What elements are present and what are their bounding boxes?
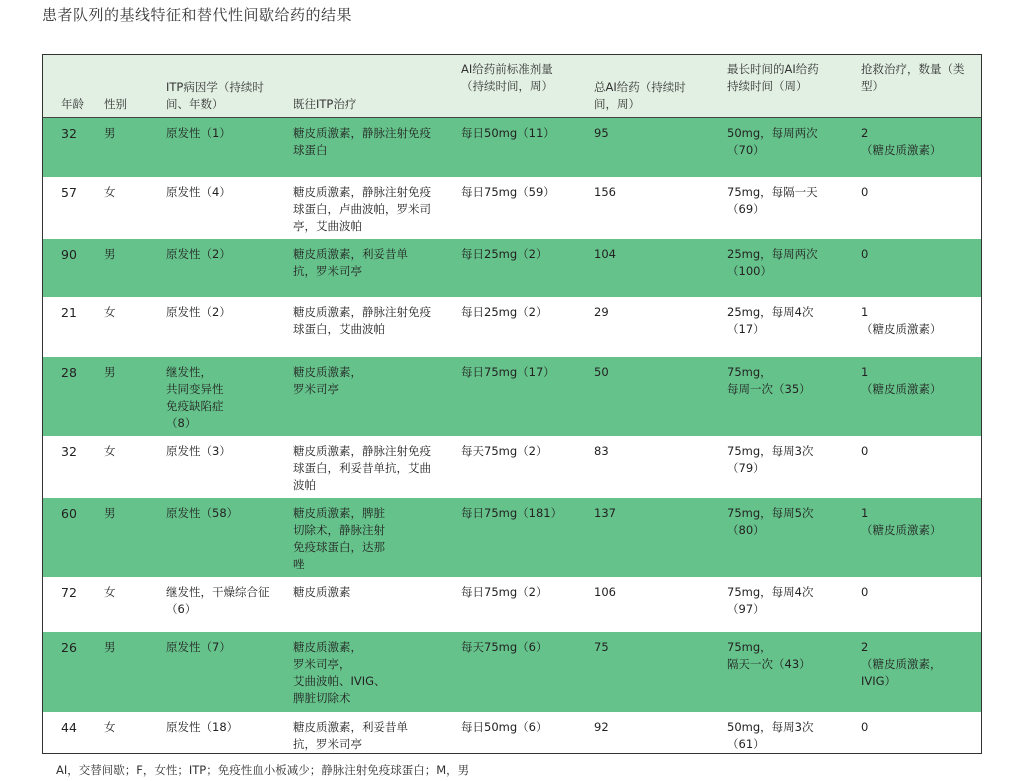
header-age: 年龄	[43, 55, 98, 117]
cell-etiology: 原发性（4）	[160, 177, 287, 239]
cell-sex: 女	[98, 436, 160, 498]
cell-longest-ai: 50mg，每周两次 （70）	[721, 117, 855, 177]
cell-sex: 男	[98, 357, 160, 436]
cell-total-ai: 83	[588, 436, 721, 498]
cell-longest-ai: 75mg，每周4次 （97）	[721, 577, 855, 632]
cell-longest-ai: 50mg，每周3次 （61）	[721, 712, 855, 754]
cell-prior-treatment: 糖皮质激素，利妥昔单 抗，罗米司亭	[287, 239, 455, 297]
cell-prior-treatment: 糖皮质激素，静脉注射免疫 球蛋白，利妥昔单抗，艾曲 波帕	[287, 436, 455, 498]
cell-sex: 女	[98, 297, 160, 357]
cell-age: 72	[43, 577, 98, 632]
cell-rescue: 1 （糖皮质激素）	[855, 297, 982, 357]
table-header-row	[43, 55, 982, 117]
table-row	[43, 436, 982, 498]
cell-prior-treatment: 糖皮质激素，脾脏 切除术，静脉注射 免疫球蛋白，达那 唑	[287, 498, 455, 577]
cell-age: 21	[43, 297, 98, 357]
table-row	[43, 498, 982, 577]
table-row	[43, 712, 982, 754]
cell-longest-ai: 75mg， 隔天一次（43）	[721, 632, 855, 712]
cell-rescue: 0	[855, 436, 982, 498]
cell-longest-ai: 25mg，每周4次 （17）	[721, 297, 855, 357]
cell-etiology: 原发性（18）	[160, 712, 287, 754]
header-sex: 性别	[98, 55, 160, 117]
cell-sex: 女	[98, 712, 160, 754]
cell-prior-treatment: 糖皮质激素，静脉注射免疫 球蛋白，卢曲波帕，罗米司 亭，艾曲波帕	[287, 177, 455, 239]
table-row	[43, 177, 982, 239]
cell-standard-dose: 每日75mg（59）	[455, 177, 588, 239]
cell-standard-dose: 每天75mg（2）	[455, 436, 588, 498]
cell-age: 32	[43, 436, 98, 498]
cell-age: 57	[43, 177, 98, 239]
cell-etiology: 继发性， 共同变异性 免疫缺陷症 （8）	[160, 357, 287, 436]
table-row	[43, 632, 982, 712]
cell-longest-ai: 25mg，每周两次 （100）	[721, 239, 855, 297]
header-longest-ai: 最长时间的AI给药 持续时间（周）	[721, 55, 855, 117]
footnote: AI，交替间歇；F，女性；ITP；免疫性血小板减少；静脉注射免疫球蛋白；M，男	[56, 763, 470, 777]
cell-standard-dose: 每日25mg（2）	[455, 239, 588, 297]
cell-prior-treatment: 糖皮质激素，静脉注射免疫 球蛋白，艾曲波帕	[287, 297, 455, 357]
cell-prior-treatment: 糖皮质激素， 罗米司亭， 艾曲波帕、IVIG、 脾脏切除术	[287, 632, 455, 712]
cell-standard-dose: 每日75mg（181）	[455, 498, 588, 577]
cell-etiology: 原发性（2）	[160, 239, 287, 297]
table-row	[43, 357, 982, 436]
cell-longest-ai: 75mg，每周5次 （80）	[721, 498, 855, 577]
table-body	[43, 117, 982, 754]
header-prior-treatment: 既往ITP治疗	[287, 55, 455, 117]
cell-standard-dose: 每天75mg（6）	[455, 632, 588, 712]
cell-rescue: 1 （糖皮质激素）	[855, 357, 982, 436]
cell-etiology: 原发性（7）	[160, 632, 287, 712]
cell-rescue: 1 （糖皮质激素）	[855, 498, 982, 577]
document-title: 患者队列的基线特征和替代性间歇给药的结果	[42, 6, 353, 24]
cell-total-ai: 156	[588, 177, 721, 239]
header-rescue: 抢救治疗，数量（类 型）	[855, 55, 982, 117]
header-etiology: ITP病因学（持续时 间、年数）	[160, 55, 287, 117]
cell-standard-dose: 每日50mg（11）	[455, 117, 588, 177]
cell-sex: 女	[98, 577, 160, 632]
cell-age: 60	[43, 498, 98, 577]
cell-etiology: 继发性，干燥综合征 （6）	[160, 577, 287, 632]
cell-rescue: 2 （糖皮质激素）	[855, 117, 982, 177]
cell-standard-dose: 每日25mg（2）	[455, 297, 588, 357]
cell-total-ai: 50	[588, 357, 721, 436]
cell-prior-treatment: 糖皮质激素， 罗米司亭	[287, 357, 455, 436]
cell-standard-dose: 每日50mg（6）	[455, 712, 588, 754]
table-row	[43, 577, 982, 632]
cell-total-ai: 104	[588, 239, 721, 297]
cell-age: 32	[43, 117, 98, 177]
cell-sex: 男	[98, 498, 160, 577]
cell-etiology: 原发性（2）	[160, 297, 287, 357]
table-row	[43, 117, 982, 177]
table-row	[43, 239, 982, 297]
table-row	[43, 297, 982, 357]
cell-age: 90	[43, 239, 98, 297]
cell-prior-treatment: 糖皮质激素	[287, 577, 455, 632]
cell-total-ai: 137	[588, 498, 721, 577]
cell-rescue: 0	[855, 577, 982, 632]
cell-rescue: 2 （糖皮质激素， IVIG）	[855, 632, 982, 712]
cell-longest-ai: 75mg，每周3次 （79）	[721, 436, 855, 498]
cell-sex: 女	[98, 177, 160, 239]
cell-standard-dose: 每日75mg（2）	[455, 577, 588, 632]
cell-total-ai: 106	[588, 577, 721, 632]
cell-age: 44	[43, 712, 98, 754]
cell-longest-ai: 75mg，每隔一天 （69）	[721, 177, 855, 239]
header-total-ai: 总AI给药（持续时 间，周）	[588, 55, 721, 117]
cell-longest-ai: 75mg， 每周一次（35）	[721, 357, 855, 436]
cell-etiology: 原发性（58）	[160, 498, 287, 577]
cell-etiology: 原发性（1）	[160, 117, 287, 177]
cell-rescue: 0	[855, 177, 982, 239]
cell-standard-dose: 每日75mg（17）	[455, 357, 588, 436]
cell-total-ai: 29	[588, 297, 721, 357]
cell-total-ai: 75	[588, 632, 721, 712]
cell-prior-treatment: 糖皮质激素，利妥昔单 抗，罗米司亭	[287, 712, 455, 754]
cell-prior-treatment: 糖皮质激素，静脉注射免疫 球蛋白	[287, 117, 455, 177]
cell-age: 28	[43, 357, 98, 436]
cell-rescue: 0	[855, 712, 982, 754]
cell-sex: 男	[98, 632, 160, 712]
cell-total-ai: 95	[588, 117, 721, 177]
cell-sex: 男	[98, 117, 160, 177]
cell-age: 26	[43, 632, 98, 712]
patient-cohort-table	[43, 55, 982, 754]
cell-sex: 男	[98, 239, 160, 297]
header-standard-dose: AI给药前标准剂量 （持续时间，周）	[455, 55, 588, 117]
patient-table-container	[42, 54, 982, 754]
cell-total-ai: 92	[588, 712, 721, 754]
cell-rescue: 0	[855, 239, 982, 297]
cell-etiology: 原发性（3）	[160, 436, 287, 498]
